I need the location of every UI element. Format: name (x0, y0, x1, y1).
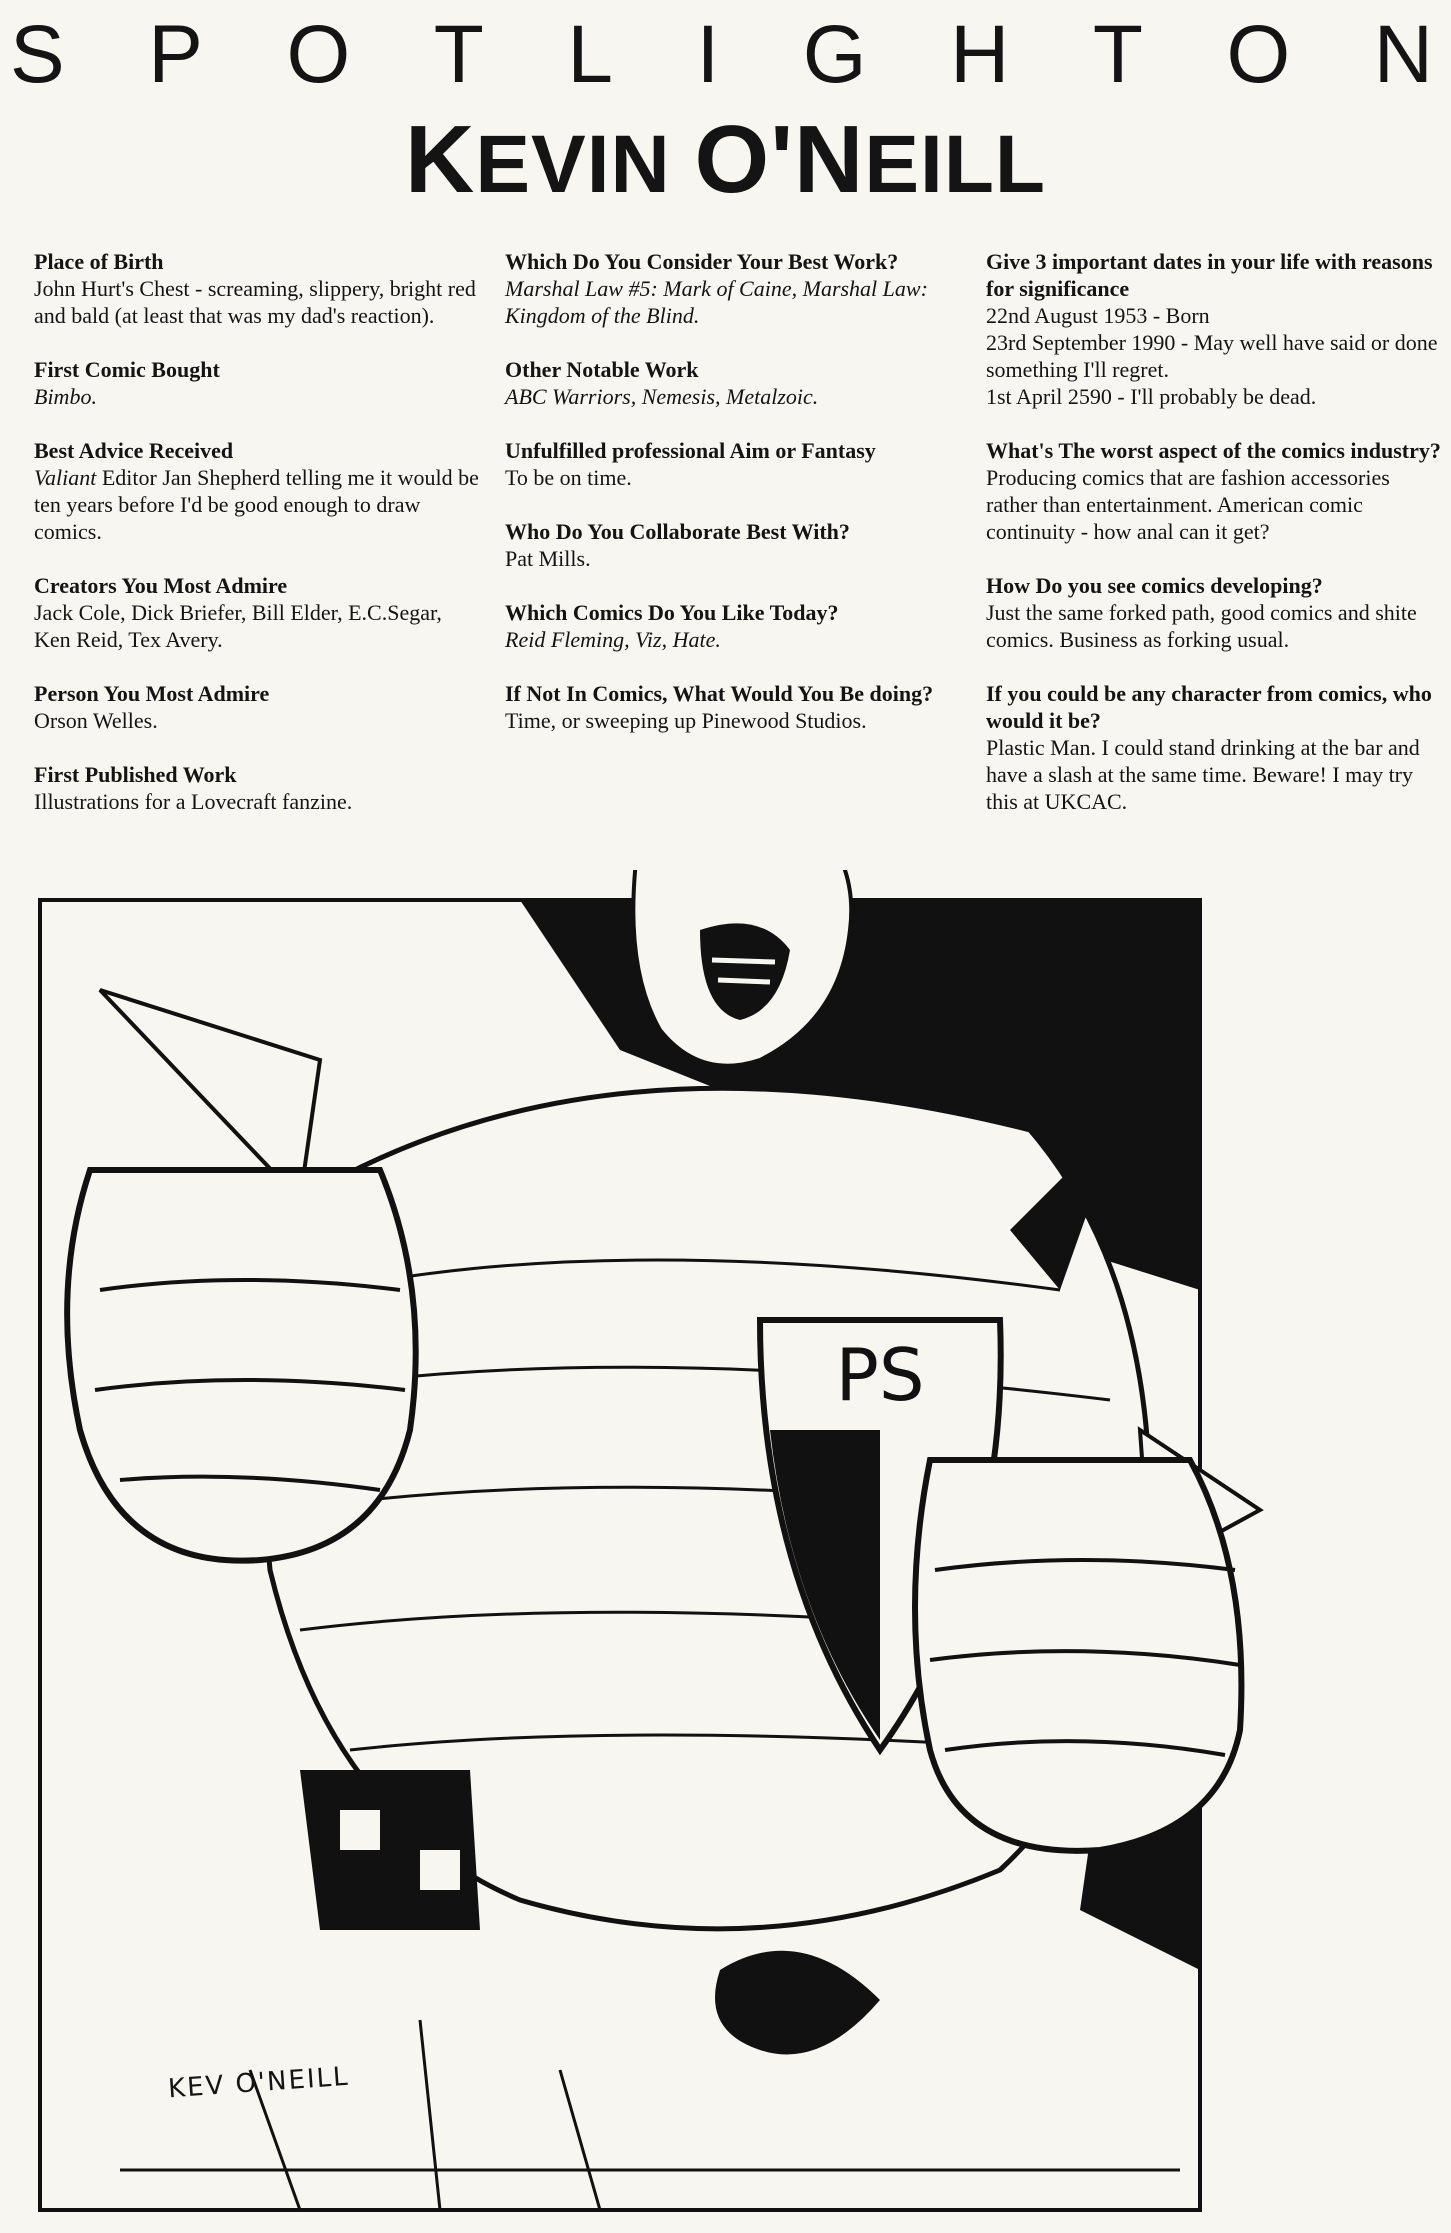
answer: Marshal Law #5: Mark of Caine, Marshal Law: Kingdom of the Blind. (505, 276, 928, 328)
kicker-letter: P (148, 9, 203, 100)
question: Creators You Most Admire (34, 573, 288, 598)
answer: Bimbo. (34, 384, 97, 409)
column-1 (34, 248, 484, 842)
qa-item (505, 518, 965, 572)
question: Who Do You Collaborate Best With? (505, 519, 850, 544)
question: Other Notable Work (505, 357, 699, 382)
answer: Plastic Man. I could stand drinking at the bar and have a slash at the same time. Beware! I may try this at UKCAC. (986, 735, 1420, 814)
answer: Just the same forked path, good comics and shite comics. Business as forking usual. (986, 600, 1417, 652)
qa-item (505, 248, 965, 329)
kicker-letter: O (286, 9, 351, 100)
title-last-initial: O'N (694, 106, 865, 213)
artist-signature: KEV O'NEILL (167, 2061, 351, 2105)
answer: Illustrations for a Lovecraft fanzine. (34, 789, 353, 814)
qa-item (34, 680, 484, 734)
qa-item (34, 248, 484, 329)
answer: Orson Welles. (34, 708, 158, 733)
answer-line: 23rd September 1990 - May well have said or done something I'll regret. (986, 330, 1438, 382)
question: First Published Work (34, 762, 237, 787)
answer-rest: Editor Jan Shepherd telling me it would be ten years before I'd be good enough to draw comics. (34, 465, 479, 544)
answer: John Hurt's Chest - screaming, slippery, bright red and bald (at least that was my dad's reaction). (34, 276, 476, 328)
spotlight-kicker (0, 9, 1451, 100)
kicker-letter: L (567, 9, 613, 100)
question: First Comic Bought (34, 357, 220, 382)
kicker-letter: T (433, 9, 484, 100)
question: What's The worst aspect of the comics industry? (986, 438, 1441, 463)
question: Person You Most Admire (34, 681, 270, 706)
qa-item (505, 680, 965, 734)
answer: Reid Fleming, Viz, Hate. (505, 627, 721, 652)
kicker-letter: O (1226, 9, 1291, 100)
column-2 (505, 248, 965, 761)
question: Unfulfilled professional Aim or Fantasy (505, 438, 876, 463)
qa-item (505, 437, 965, 491)
answer: Jack Cole, Dick Briefer, Bill Elder, E.C.Segar, Ken Reid, Tex Avery. (34, 600, 442, 652)
question: If you could be any character from comics, who would it be? (986, 681, 1432, 733)
title-last-rest: EILL (864, 119, 1046, 210)
qa-item (505, 356, 965, 410)
answer: To be on time. (505, 465, 632, 490)
answer-line: 22nd August 1953 - Born (986, 303, 1210, 328)
kicker-letter: G (802, 9, 867, 100)
title-first-rest: EVIN (475, 119, 671, 210)
question: Place of Birth (34, 249, 164, 274)
kicker-letter: I (696, 9, 720, 100)
qa-item (986, 572, 1441, 653)
answer: ABC Warriors, Nemesis, Metalzoic. (505, 384, 819, 409)
qa-item (34, 356, 484, 410)
kicker-letter: H (950, 9, 1010, 100)
qa-item (34, 761, 484, 815)
column-3 (986, 248, 1441, 842)
question: Which Do You Consider Your Best Work? (505, 249, 899, 274)
answer (34, 464, 484, 545)
question: Give 3 important dates in your life with reasons for significance (986, 249, 1433, 301)
qa-item (505, 599, 965, 653)
qa-item (986, 248, 1441, 410)
illustration (0, 870, 1451, 2233)
kicker-letter: N (1373, 9, 1433, 100)
kicker-letter: T (1092, 9, 1143, 100)
question: Best Advice Received (34, 438, 234, 463)
qa-item (986, 680, 1441, 815)
answer-line: 1st April 2590 - I'll probably be dead. (986, 384, 1317, 409)
answer: Time, or sweeping up Pinewood Studios. (505, 708, 867, 733)
question: Which Comics Do You Like Today? (505, 600, 839, 625)
qa-item (34, 437, 484, 545)
kicker-letter: S (10, 9, 65, 100)
qa-item (34, 572, 484, 653)
answer: Producing comics that are fashion accessories rather than entertainment. American comic continuity - how anal can it get? (986, 465, 1390, 544)
shield-letters: PS (835, 1333, 925, 1417)
answer-italic: Valiant (34, 465, 97, 490)
qa-item (986, 437, 1441, 545)
page-title (0, 106, 1451, 213)
title-initial: K (405, 106, 476, 213)
question: How Do you see comics developing? (986, 573, 1323, 598)
question: If Not In Comics, What Would You Be doing? (505, 681, 934, 706)
answer: Pat Mills. (505, 546, 591, 571)
